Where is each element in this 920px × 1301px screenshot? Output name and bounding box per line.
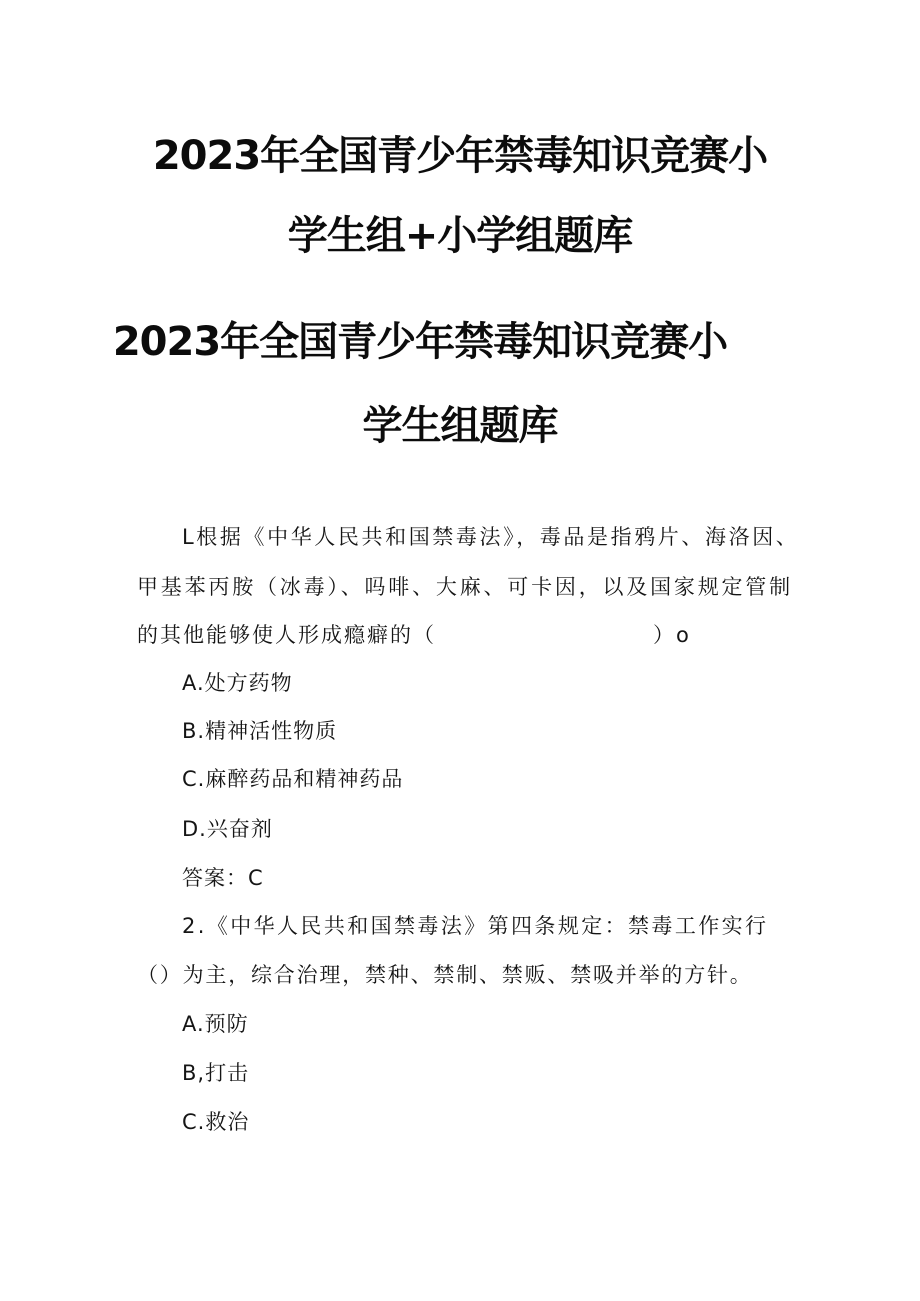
question-1-option-a: A.处方药物 <box>182 671 293 695</box>
question-2-option-a: A.预防 <box>182 1012 249 1036</box>
question-1-line-2: 甲基苯丙胺（冰毒）、吗啡、大麻、可卡因，以及国家规定管制 <box>137 575 793 599</box>
question-1-line-3-end: ）o <box>653 623 691 647</box>
question-1-option-b: B.精神活性物质 <box>182 719 338 743</box>
question-2-option-c: C.救治 <box>182 1110 250 1134</box>
sub-title-line-1: 2023年全国青少年禁毒知识竞赛小 <box>112 319 728 365</box>
question-1-answer: 答案：C <box>182 866 264 890</box>
question-2-line-2: （）为主，综合治理，禁种、禁制、禁贩、禁吸并举的方针。 <box>137 963 753 987</box>
question-1-option-d: D.兴奋剂 <box>182 817 273 841</box>
main-title-line-1: 2023年全国青少年禁毒知识竞赛小 <box>152 133 768 179</box>
main-title-line-2: 学生组+小学组题库 <box>287 213 633 259</box>
question-1-line-3-start: 的其他能够使人形成瘾癖的（ <box>137 623 436 647</box>
question-2-line-1: 2.《中华人民共和国禁毒法》第四条规定：禁毒工作实行 <box>182 914 769 938</box>
question-1-line-3 <box>137 623 691 647</box>
sub-title-line-2: 学生组题库 <box>362 403 558 449</box>
question-1-line-1: L根据《中华人民共和国禁毒法》，毒品是指鸦片、海洛因、 <box>182 525 800 549</box>
question-2-option-b: B,打击 <box>182 1061 250 1085</box>
question-1-option-c: C.麻醉药品和精神药品 <box>182 767 404 791</box>
